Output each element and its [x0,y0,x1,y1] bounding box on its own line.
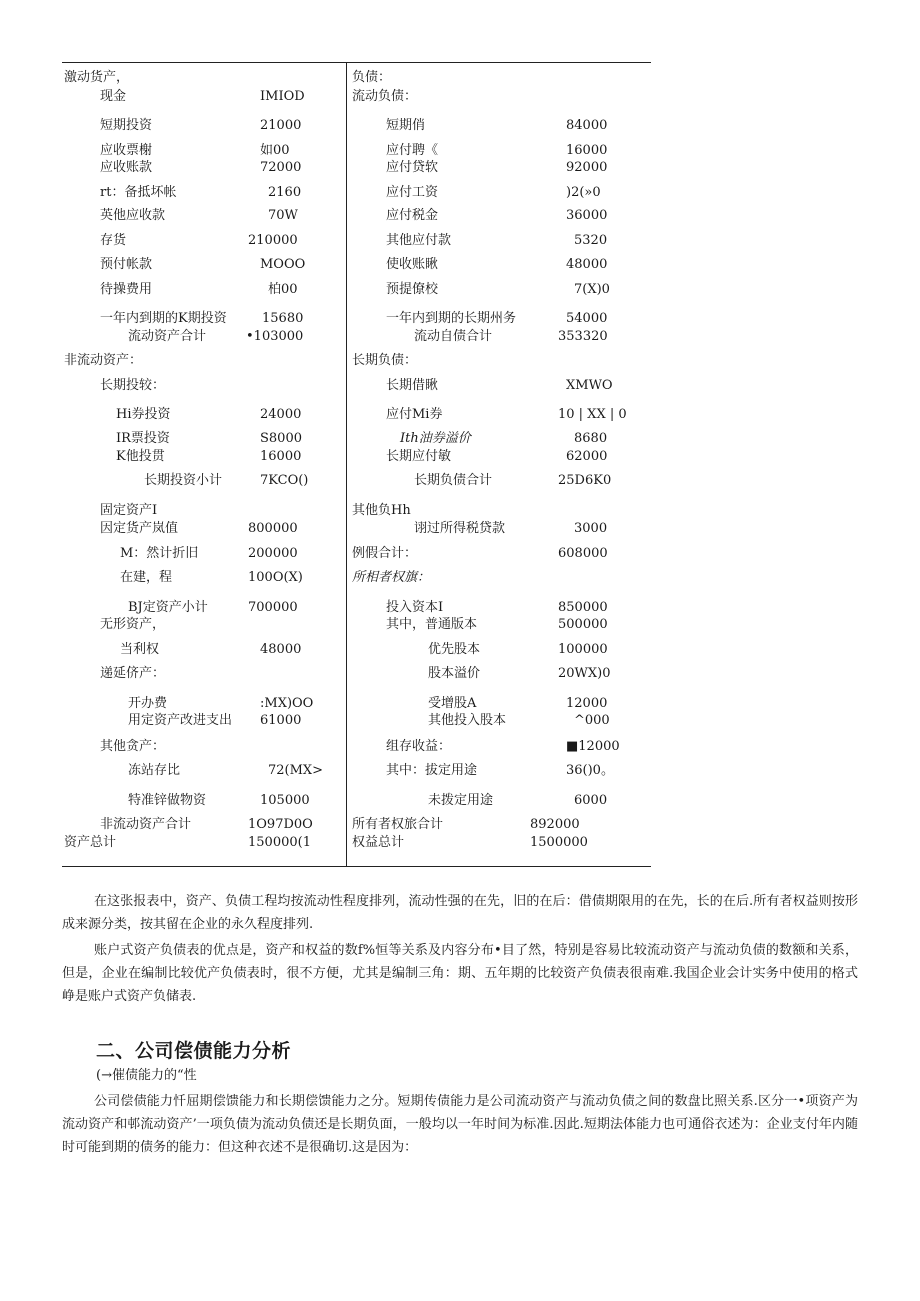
right-row-label: 长期借瞅 [386,378,439,393]
right-row-label: 例假合计： [352,546,418,561]
right-row-value: 3000 [574,521,608,536]
left-row-label: 非流动资产： [64,353,143,368]
left-row-value: 柏00 [268,282,298,297]
right-row-value: ■12000 [566,739,620,754]
left-row-label: 长期投较： [100,378,166,393]
right-row-label: 长期负债： [352,353,418,368]
right-row-label: 股本溢价 [428,666,481,681]
right-row-value: XMWO [566,378,613,393]
left-row-value: S8000 [260,431,302,446]
left-row-value: 800000 [248,521,298,536]
left-row-label: 递延侪产： [100,666,166,681]
left-row-label: Hi券投资 [116,407,171,422]
right-row-value: 353320 [558,329,608,344]
right-row-label: 流动负债： [352,89,418,104]
right-row-value: 16000 [566,143,608,158]
table-bottom-rule [62,866,651,867]
left-row-label: 开办费 [128,696,168,711]
right-row-value: 6000 [574,793,608,808]
right-row-label: 短期俏 [386,118,426,133]
right-row-value: 10 | XX | 0 [558,407,627,422]
right-row-label: 受增股A [428,696,477,711]
right-row-value: )2(»0 [566,185,601,200]
left-row-value: 105000 [260,793,310,808]
right-row-label: 投入资本I [386,600,444,615]
left-row-value: 2160 [268,185,302,200]
left-row-label: 用定资产改进支出 [128,713,233,728]
left-row-label: 流动资产合计 [128,329,207,344]
right-row-label: 诩过所得税贷款 [414,521,506,536]
left-row-label: IR票投资 [116,431,170,446]
left-row-label: 非流动资产合计 [100,817,192,832]
left-row-value: 700000 [248,600,298,615]
left-row-label: 固定资产I [100,503,158,518]
left-row-value: 15680 [262,311,304,326]
right-row-value: 36()0。 [566,763,614,778]
left-row-value: 24000 [260,407,302,422]
right-row-label: 所相者权旗： [352,570,431,585]
left-row-label: 其他贪产： [100,739,166,754]
left-row-label: rt：备抵坏帐 [100,185,177,200]
left-row-label: 冻站存比 [128,763,181,778]
right-row-label: 长期负债合计 [414,473,493,488]
left-row-value: •103000 [246,329,304,344]
left-row-value: 61000 [260,713,302,728]
left-row-label: 应收账款 [100,160,153,175]
right-row-label: 负债： [352,70,392,85]
right-row-value: 608000 [558,546,608,561]
left-row-value: 72(MX> [268,763,324,778]
right-row-value: 62000 [566,449,608,464]
left-row-label: 存货 [100,233,127,248]
right-row-value: 100000 [558,642,608,657]
left-row-label: 待操费用 [100,282,153,297]
right-row-value: 92000 [566,160,608,175]
right-row-label: 预提僚校 [386,282,439,297]
left-row-value: 21000 [260,118,302,133]
section-heading: 二、公司偿债能力分析 [96,1040,292,1062]
right-row-label: 权益总计 [352,835,405,850]
left-row-value: IMIOD [260,89,305,104]
right-row-label: 应付贷软 [386,160,439,175]
right-row-label: 其他投入股本 [428,713,507,728]
left-row-label: BJ定资产小计 [128,600,208,615]
left-row-value: 7KCO() [260,473,309,488]
right-row-label: 应付税金 [386,208,439,223]
left-row-label: 在建，程 [120,570,173,585]
right-row-value: 8680 [574,431,608,446]
right-row-label: 应付Mi券 [386,407,443,422]
right-row-value: 7(X)0 [574,282,610,297]
left-row-label: K他投贯 [116,449,165,464]
left-row-label: 短期投资 [100,118,153,133]
paragraph-account-form: 账户式资产负债表的优点是，资产和权益的数f%恒等关系及内容分布•目了然，特别是容易比较流动资产与流动负债的数额和关系，但是，企业在编制比较优产负债表时，很不方便，尤其是编制三角：期、五年期的比较资产负债表很南难.我国企业会计实务中使用的格式峥是账户式资产负储表. [62,943,858,1004]
right-row-label: 一年内到期的长期州务 [386,311,517,326]
left-row-label: 现金 [100,89,127,104]
right-row-value: 25D6K0 [558,473,612,488]
right-row-label: 其他负Hh [352,503,411,518]
right-row-label: 所有者权旅合计 [352,817,444,832]
left-row-value: MOOO [260,257,306,272]
right-row-value: 1500000 [530,835,588,850]
left-row-value: :MX)OO [260,696,314,711]
right-row-value: 20WX)0 [558,666,611,681]
left-row-value: 72000 [260,160,302,175]
left-row-label: 长期投资小计 [144,473,223,488]
left-row-label: 应收票榭 [100,143,153,158]
right-row-label: 组存收益： [386,739,452,754]
left-row-value: 如00 [260,143,290,158]
right-row-label: 优先股本 [428,642,481,657]
right-row-value: 36000 [566,208,608,223]
left-row-label: 激动货产， [64,70,130,85]
right-row-value: 84000 [566,118,608,133]
right-row-label: 应付工资 [386,185,439,200]
left-row-label: 预付帐款 [100,257,153,272]
right-row-value: ^000 [574,713,610,728]
left-row-value: 48000 [260,642,302,657]
left-row-label: 特准锌做物资 [128,793,207,808]
right-row-value: 850000 [558,600,608,615]
right-row-value: 48000 [566,257,608,272]
right-row-label: 其中，普通版本 [386,617,478,632]
right-row-value: 500000 [558,617,608,632]
left-row-value: 150000(1 [248,835,311,850]
table-top-rule [62,62,651,63]
paragraph-solvency: 公司偿债能力忏屈期偿馈能力和长期偿馈能力之分。短期传债能力是公司流动资产与流动负债之间的数盘比照关系.区分一•项资产为流动资产和邨流动资产’一项负债为流动负债还是长期负面，一般均以一年时间为标准.因此.短期法体能力也可通俗衣述为：企业支付年内随时可能到期的债务的能力：但这种衣述不是很确切.这是因为： [62,1094,858,1155]
left-row-label: 当利权 [120,642,160,657]
left-row-label: 无形资产， [100,617,166,632]
right-row-value: 5320 [574,233,608,248]
right-row-label: 未拨定用途 [428,793,494,808]
paragraph-ordering: 在这张报表中，资产、负债工程均按流动性程度排列，流动性强的在先，旧的在后：借债期限用的在先，长的在后.所有者权益则按形成来源分类，按其留在企业的永久程度排列. [62,894,858,932]
left-row-value: 200000 [248,546,298,561]
right-row-label: 流动自债合计 [414,329,493,344]
right-row-label: Ith油券溢价 [400,431,471,446]
left-row-label: 一年内到期的K期投资 [100,311,227,326]
left-row-label: M：然计折旧 [120,546,199,561]
left-row-label: 资产总计 [64,835,117,850]
right-row-label: 其他应付款 [386,233,452,248]
left-row-value: 210000 [248,233,298,248]
right-row-value: 12000 [566,696,608,711]
left-row-label: 因定货产岚值 [100,521,179,536]
right-row-label: 应付聘《 [386,143,439,158]
right-row-label: 长期应付敏 [386,449,452,464]
right-row-value: 892000 [530,817,580,832]
left-row-value: 16000 [260,449,302,464]
left-row-value: 1O97D0O [248,817,313,832]
right-row-label: 使收账瞅 [386,257,439,272]
left-row-value: 100O(X) [248,570,303,585]
left-row-label: 英他应收款 [100,208,166,223]
right-row-value: 54000 [566,311,608,326]
table-center-divider [346,62,347,867]
right-row-label: 其中：拔定用途 [386,763,478,778]
left-row-value: 70W [268,208,298,223]
subheading: (→催债能力的“性 [96,1068,197,1083]
